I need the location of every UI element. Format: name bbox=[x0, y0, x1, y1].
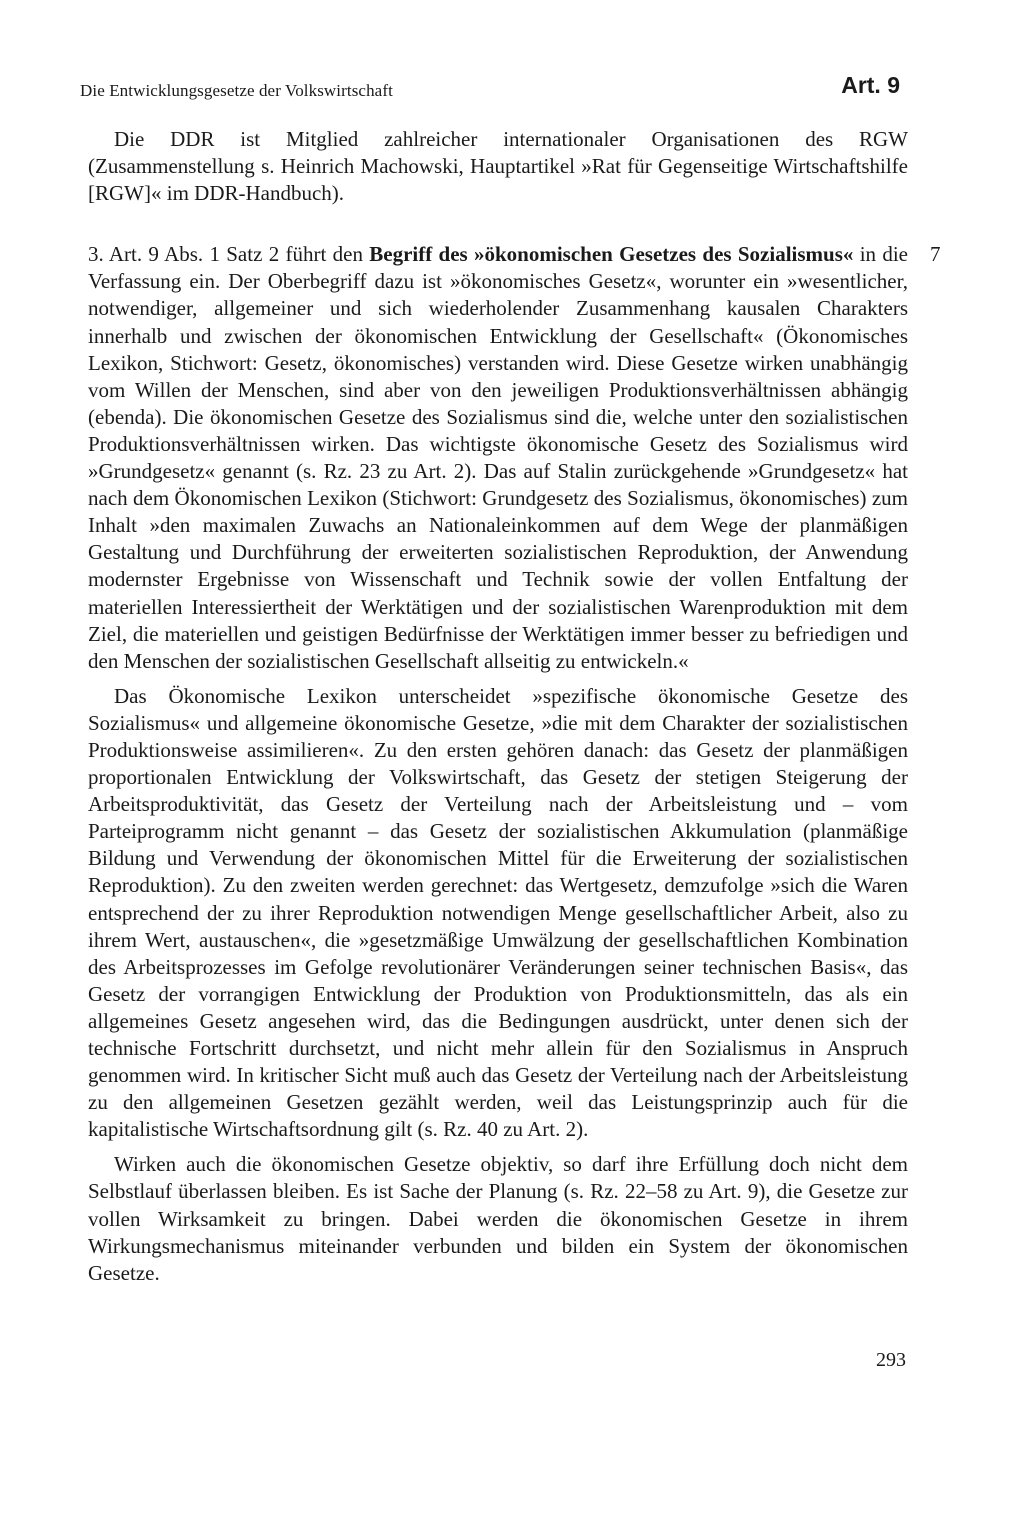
paragraph-2-rest: in die Verfassung ein. Der Oberbegriff dazu ist »ökonomisches Gesetz«, worunter ein »wesentlicher, notwendiger, allgemeiner und sich wiederholender Zusammenhang kausalen Charakters innerhalb und zwischen der ökonomischen Entwicklung der Gesellschaft« (Ökonomisches Lexikon, Stichwort: Gesetz, ökonomisches) verstanden wird. Diese Gesetze wirken unabhängig vom Willen der Menschen, sind aber von den jeweiligen Produktionsverhältnissen abhängig (ebenda). Die ökonomischen Gesetze des Sozialismus sind die, welche unter den sozialistischen Produktionsverhältnissen wirken. Das wichtigste ökonomische Gesetz des Sozialismus wird »Grundgesetz« genannt (s. Rz. 23 zu Art. 2). Das auf Stalin zurückgehende »Grundgesetz« hat nach dem Ökonomischen Lexikon (Stichwort: Grundgesetz des Sozialismus, ökonomisches) zum Inhalt »den maximalen Zuwachs an Nationaleinkommen auf dem Wege der planmäßigen Gestaltung und Durchführung der erweiterten sozialistischen Reproduktion, der Anwendung modernster Ergebnisse von Wissenschaft und Technik sowie der vollen Entfaltung der materiellen Interessiertheit der Werktätigen und der sozialistischen Warenproduktion mit dem Ziel, die materiellen und geistigen Bedürfnisse der Werktätigen immer besser zu befriedigen und den Menschen der sozialistischen Gesellschaft allseitig zu entwickeln.« bbox=[88, 242, 908, 673]
paragraph-3: Das Ökonomische Lexikon unterscheidet »spezifische ökonomische Gesetze des Sozialismus« und allgemeine ökonomische Gesetze, »die mit dem Charakter der sozialistischen Produktionsweise assimilieren«. Zu den ersten gehören danach: das Gesetz der planmäßigen proportionalen Entwicklung der Volkswirtschaft, das Gesetz der stetigen Steigerung der Arbeitsproduktivität, das Gesetz der Verteilung nach der Arbeitsleistung und – vom Parteiprogramm nicht genannt – das Gesetz der sozialistischen Akkumulation (planmäßige Bildung und Verwendung der ökonomischen Mittel für die Erweiterung der sozialistischen Reproduktion). Zu den zweiten werden gerechnet: das Wertgesetz, demzufolge »sich die Waren entsprechend der zu ihrer Reproduktion notwendigen Menge gesellschaftlicher Arbeit, also zu ihrem Wert, austauschen«, die »gesetzmäßige Umwälzung der gesellschaftlichen Kombination des Arbeitsprozesses im Gefolge revolutionärer Veränderungen seiner technischen Basis«, das Gesetz der vorrangigen Entwicklung der Produktion von Produktionsmitteln, das als ein allgemeines Gesetz angesehen wird, das die Bedingungen ausdrückt, unter denen sich der technische Fortschritt durchsetzt, und nicht mehr allein für den Sozialismus in Anspruch genommen wird. In kritischer Sicht muß auch das Gesetz der Verteilung nach der Arbeitsleistung zu den allgemeinen Gesetzen gezählt werden, weil das Leistungsprinzip auch für die kapitalistische Wirtschaftsordnung gilt (s. Rz. 40 zu Art. 2). bbox=[88, 683, 908, 1142]
body-text bbox=[88, 126, 908, 1287]
article-label: Art. 9 bbox=[841, 72, 900, 98]
paragraph-1: Die DDR ist Mitglied zahlreicher internationaler Organisationen des RGW (Zusammenstellung s. Heinrich Machowski, Hauptartikel »Rat für Gegenseitige Wirtschaftshilfe [RGW]« im DDR-Handbuch). bbox=[88, 127, 908, 206]
page-number: 293 bbox=[876, 1349, 906, 1371]
paragraph-2 bbox=[88, 241, 908, 675]
running-title: Die Entwicklungsgesetze der Volkswirtschaft bbox=[80, 81, 393, 100]
paragraph-2-lead: 3. Art. 9 Abs. 1 Satz 2 führt den bbox=[88, 242, 370, 267]
paragraph-4: Wirken auch die ökonomischen Gesetze objektiv, so darf ihre Erfüllung doch nicht dem Selbstlauf überlassen bleiben. Es ist Sache der Planung (s. Rz. 22–58 zu Art. 9), die Gesetze zur vollen Wirksamkeit zu bringen. Dabei werden die ökonomischen Gesetze in ihrem Wirkungsmechanismus miteinander verbunden und bilden ein System der ökonomischen Gesetze. bbox=[88, 1152, 908, 1285]
margin-number: 7 bbox=[930, 242, 941, 266]
paragraph-2-term: Begriff des »ökonomischen Gesetzes des Sozialismus« bbox=[369, 242, 854, 267]
